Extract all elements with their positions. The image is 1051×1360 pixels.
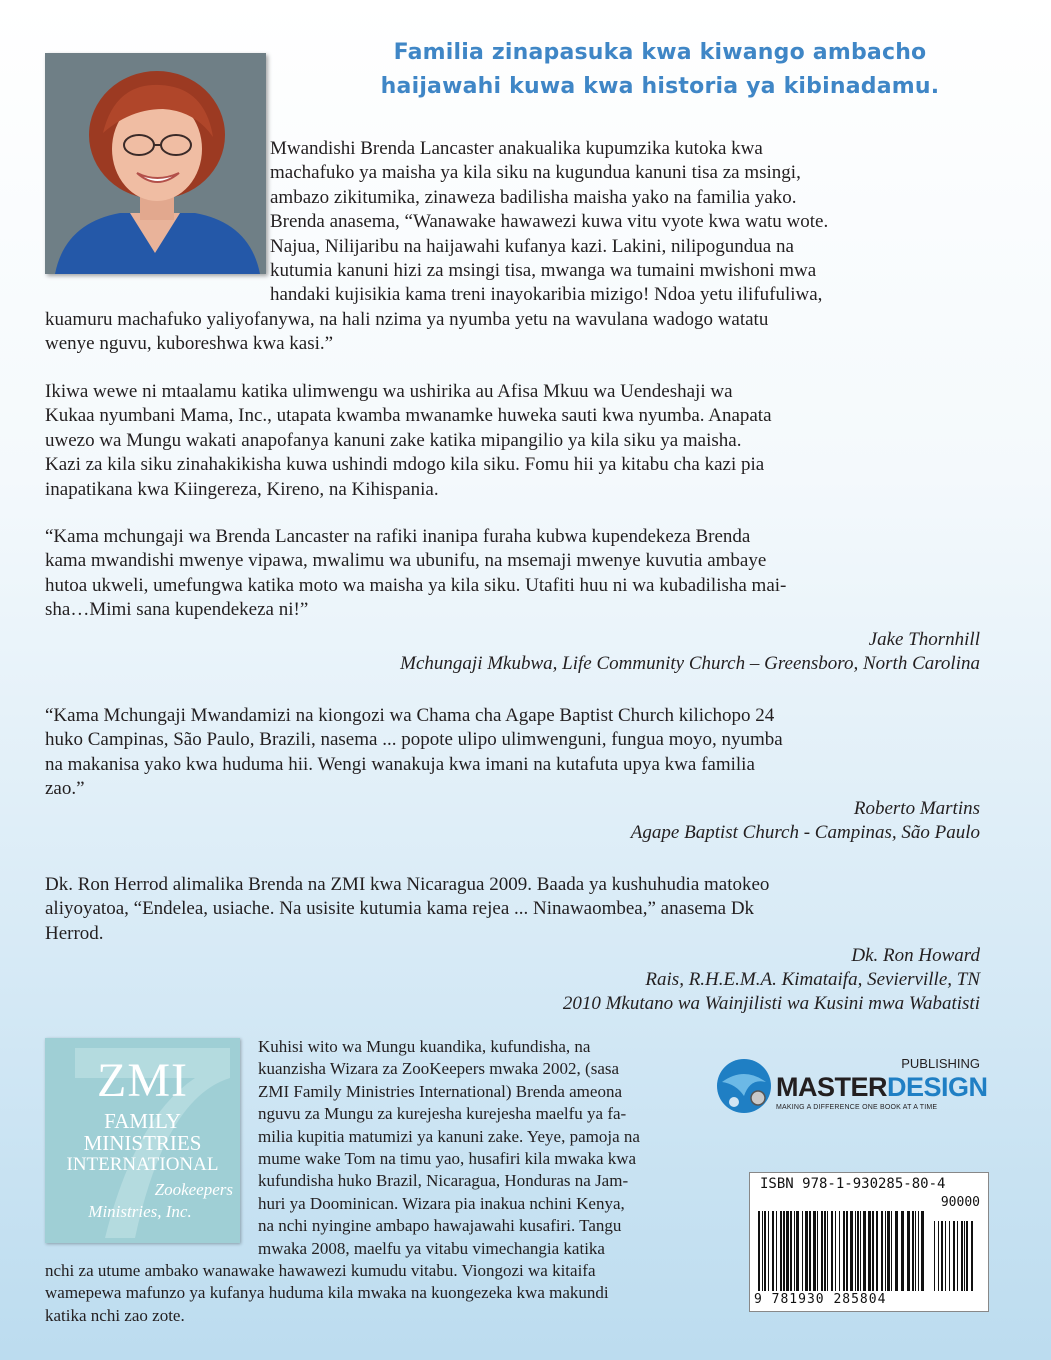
publisher-brand-part-b: DESIGN [887,1072,988,1102]
text-line: Kukaa nyumbani Mama, Inc., utapata kwamba mwanamke huweka sauti kwa nyumba. Anapata [45,405,772,427]
zmi-logo-script-2: Ministries, Inc. [88,1202,192,1221]
text-line: ambazo zikitumika, zinaweza badilisha maisha yako na familia yako. [270,186,797,208]
text-line: huko Campinas, São Paulo, Brazili, nasema ... popote ulipo ulimwenguni, fungua moyo, nyumba [45,729,783,751]
endorser-role: Rais, R.H.E.M.A. Kimataifa, Sevierville, TN [645,969,980,990]
text-line: “Kama Mchungaji Mwandamizi na kiongozi wa Chama cha Agape Baptist Church kilichopo 24 [45,705,775,726]
zmi-logo [45,1038,240,1243]
back-cover-headline [300,36,1020,104]
text-line: kuamuru machafuko yaliyofanywa, na hali nzima ya nyumba yetu na wavulana wadogo watatu [45,309,769,330]
text-line: mwaka 2008, maelfu ya vitabu vimechangia katika [258,1238,605,1258]
text-line: kama mwandishi mwenye vipawa, mwalimu wa ubunifu, na msemaji mwenye kuvutia ambaye [45,550,767,572]
text-line: ZMI Family Ministries International) Brenda ameona [258,1081,622,1101]
text-line: inapatikana kwa Kiingereza, Kireno, na Kihispania. [45,478,439,500]
masterdesign-publishing-logo [710,1042,988,1137]
text-line: huri ya Doominican. Wizara pia inakua nchini Kenya, [258,1193,625,1213]
publisher-top-label: PUBLISHING [901,1056,980,1071]
zmi-logo-line-2: MINISTRIES [83,1131,202,1155]
endorsement-quote-2 [45,704,980,802]
bio-paragraph-top [258,1036,690,1260]
text-line: mume wake Tom na timu yao, husafiri kila mwaka kwa [258,1149,637,1169]
text-line: handaki kujisikia kama treni inayokaribia mizigo! Ndoa yetu ilifufuliwa, [270,284,823,306]
intro-paragraph-bottom [45,308,980,357]
zmi-logo-letters: ZMI [97,1054,188,1107]
text-line: Najua, Nilijaribu na haijawahi kufanya kazi. Lakini, nilipogundua na [270,235,794,257]
text-line: Dk. Ron Herrod alimalika Brenda na ZMI kwa Nicaragua 2009. Baada ya kushuhudia matokeo [45,874,770,895]
text-line: Ikiwa wewe ni mtaalamu katika ulimwengu wa ushirika au Afisa Mkuu wa Uendeshaji wa [45,381,733,402]
text-line: wamepewa mafunzo ya kufanya huduma kila mwaka na kuongezeka kwa makundi [45,1283,609,1303]
text-line: uwezo wa Mungu wakati anapofanya kanuni zake katika mipangilio ya kila siku ya maisha. [45,429,742,451]
endorsement-3-attribution [45,944,980,1016]
author-portrait-illustration [45,53,266,274]
endorser-role: Agape Baptist Church - Campinas, São Paulo [630,822,980,843]
isbn-addon-digits: 90000 [940,1195,980,1210]
text-line: zao.” [45,778,85,800]
endorsement-quote-1 [45,525,980,623]
globe-icon [714,1056,774,1116]
zmi-logo-line-3: INTERNATIONAL [66,1154,219,1175]
text-line: hutoa ukweli, umefungwa katika moto wa maisha ya kila siku. Utafiti huu ni wa kubadilisha mai- [45,574,787,596]
text-line: milia kupitia matumizi ya kanuni zake. Yeye, pamoja na [258,1126,640,1146]
zmi-logo-line-1: FAMILY [104,1109,181,1133]
publisher-tagline: MAKING A DIFFERENCE ONE BOOK AT A TIME [776,1104,938,1111]
text-line: Herrod. [45,922,104,944]
endorsement-quote-3 [45,873,980,946]
endorsement-1-attribution [45,628,980,676]
author-photo [45,53,266,274]
endorser-name: Dk. Ron Howard [851,945,980,966]
intro-paragraph-top [270,137,980,308]
text-line: aliyoyatoa, “Endelea, usiache. Na usisite kutumia kama rejea ... Ninawaombea,” anasema Dk [45,898,755,920]
endorser-name: Jake Thornhill [868,629,980,650]
text-line: kufundisha huko Brazil, Nicaragua, Honduras na Jam- [258,1171,629,1191]
text-line: na nchi nyingine ambapo hawajawahi kusafiri. Tangu [258,1216,622,1236]
text-line: na makanisa yako kwa huduma hii. Wengi wanakuja kwa imani na kutafuta upya kwa familia [45,753,755,775]
text-line: sha…Mimi sana kupendekeza ni!” [45,599,309,621]
text-line: machafuko ya maisha ya kila siku na kugundua kanuni tisa za msingi, [270,162,801,184]
isbn-label: ISBN 978-1-930285-80-4 [760,1176,946,1192]
text-line: nguvu za Mungu za kurejesha kurejesha maelfu ya fa- [258,1104,627,1124]
endorser-role: Mchungaji Mkubwa, Life Community Church – Greensboro, North Carolina [400,653,980,674]
isbn-barcode [749,1172,989,1312]
endorser-name: Roberto Martins [853,798,980,819]
endorsement-2-attribution [45,797,980,845]
text-line: Kuhisi wito wa Mungu kuandika, kufundisha, na [258,1037,591,1056]
text-line: kutumia kanuni hizi za msingi tisa, mwanga wa tumaini mwishoni mwa [270,260,817,282]
text-line: “Kama mchungaji wa Brenda Lancaster na rafiki inanipa furaha kubwa kupendekeza Brenda [45,526,751,547]
text-line: Kazi za kila siku zinahakikisha kuwa ushindi mdogo kila siku. Fomu hii ya kitabu cha kazi pia [45,454,765,476]
headline-line-1: Familia zinapasuka kwa kiwango ambacho [393,40,927,65]
text-line: wenye nguvu, kuboreshwa kwa kasi.” [45,333,334,355]
text-line: Brenda anasema, “Wanawake hawawezi kuwa vitu vyote kwa watu wote. [270,211,829,233]
zmi-logo-script-1: Zookeepers [154,1180,233,1199]
text-line: Mwandishi Brenda Lancaster anakualika kupumzika kutoka kwa [270,138,763,159]
text-line: kuanzisha Wizara za ZooKeepers mwaka 2002, (sasa [258,1059,620,1079]
text-line: nchi za utume ambako wanawake hawawezi kumudu vitabu. Viongozi wa kitaifa [45,1261,596,1280]
publisher-brand-part-a: MASTER [776,1072,887,1102]
barcode-bars [756,1211,978,1293]
headline-line-2: haijawahi kuwa kwa historia ya kibinadamu. [380,74,940,99]
body-paragraph-2 [45,380,980,502]
bio-paragraph-bottom [45,1260,690,1327]
endorser-event: 2010 Mkutano wa Wainjilisti wa Kusini mwa Wabatisti [562,993,980,1014]
barcode-digits: 9 781930 285804 [754,1292,887,1307]
publisher-brand [776,1072,988,1102]
text-line: katika nchi zao zote. [45,1305,185,1325]
